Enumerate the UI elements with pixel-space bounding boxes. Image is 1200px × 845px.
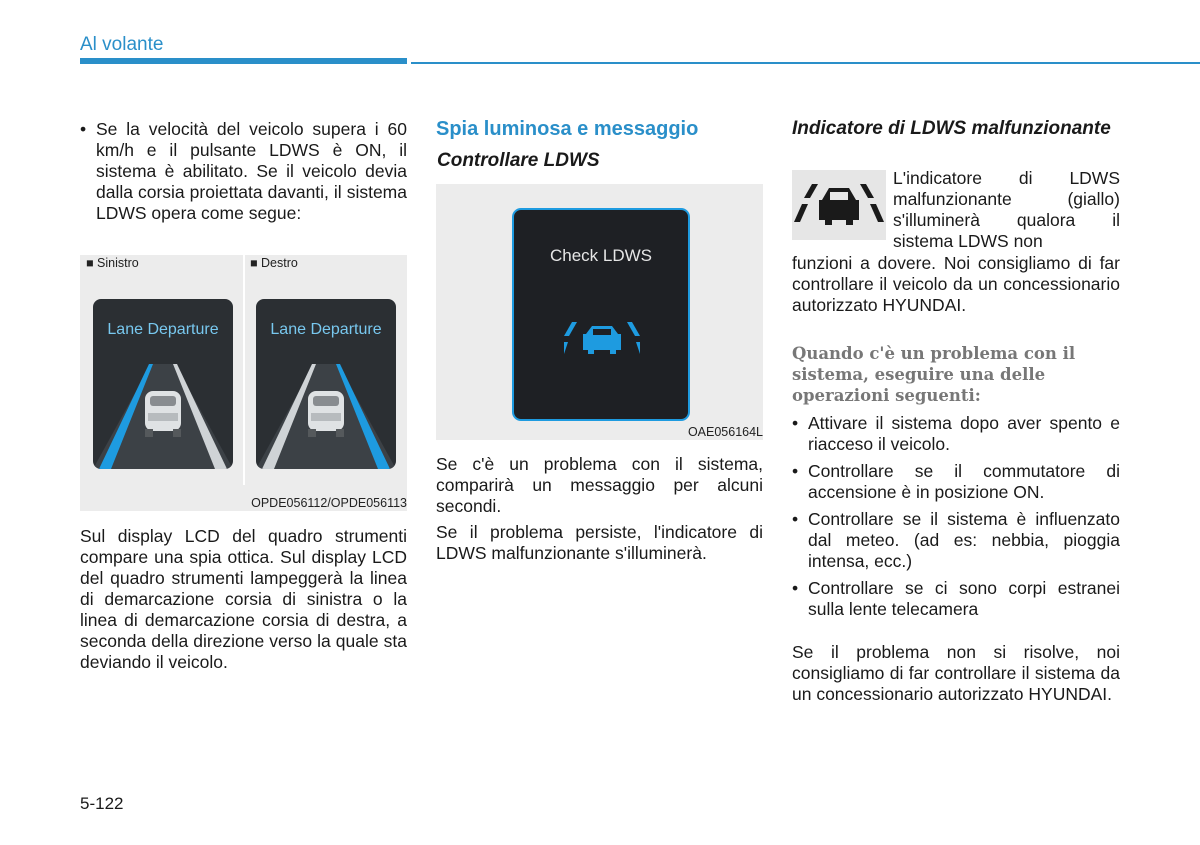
col3-icon-text: L'indicatore di LDWS malfunzionante (giallo) s'illuminerà qualora il sistema LDWS non — [893, 168, 1120, 251]
ldws-lane-car-icon — [564, 320, 640, 360]
screen-left-title: Lane Departure — [107, 321, 219, 338]
check-ldws-figure — [436, 184, 763, 440]
ldws-malfunction-icon-box — [792, 170, 886, 240]
car-icon — [145, 391, 181, 437]
col2-para1: Se c'è un problema con il sistema, comparirà un messaggio per alcuni secondi. — [436, 454, 763, 516]
road-right-graphic — [256, 299, 396, 469]
list-item: • Controllare se il commutatore di accensione è in posizione ON. — [792, 461, 1120, 503]
col3-text-cont: funzioni a dovere. Noi consigliamo di far controllare il veicolo da un concessionario autorizzato HYUNDAI. — [792, 253, 1120, 315]
check-ldws-screen — [512, 208, 690, 421]
car-icon — [308, 391, 344, 437]
ldws-malfunction-icon — [792, 170, 886, 240]
list-item: • Attivare il sistema dopo aver spento e riacceso il veicolo. — [792, 413, 1120, 455]
figure-caption-2: OAE056164L — [687, 425, 763, 439]
label-right: ■ Destro — [250, 256, 298, 270]
header-bar-thick — [80, 58, 407, 64]
label-left: ■ Sinistro — [86, 256, 139, 270]
col3-heading: Indicatore di LDWS malfunzionante — [792, 118, 1111, 139]
screen-right — [256, 299, 396, 469]
header-bar-thin — [411, 62, 1200, 64]
col1-body: Sul display LCD del quadro strumenti compare una spia ottica. Sul display LCD del quadro strumenti lampeggerà la linea di demarcazione corsia di sinistra o la linea di demarcazione corsia di destra, a seconda della direzione verso la quale sta deviando il veicolo. — [80, 526, 407, 672]
list-item: • Controllare se il sistema è influenzato dal meteo. (ad es: nebbia, pioggia intensa, ecc.) — [792, 509, 1120, 572]
col2-heading: Spia luminosa e messaggio — [436, 118, 699, 140]
figure-caption: OPDE056112/OPDE056113 — [251, 496, 407, 510]
list-item: • Controllare se ci sono corpi estranei sulla lente telecamera — [792, 578, 1120, 620]
col1-intro — [80, 119, 407, 224]
col3-closing: Se il problema non si risolve, noi consigliamo di far controllare il sistema da un concessionario autorizzato HYUNDAI. — [792, 642, 1120, 704]
page-number: 5-122 — [80, 794, 124, 813]
col2-subheading: Controllare LDWS — [437, 150, 600, 171]
road-left-graphic — [93, 299, 233, 469]
intro-bullet: • Se la velocità del veicolo supera i 60 km/h e il pulsante LDWS è ON, il sistema è abilitato. Se il veicolo devia dalla corsia proiettata davanti, il sistema LDWS opera come segue: — [80, 119, 407, 224]
check-ldws-text: Check LDWS — [549, 246, 653, 265]
screen-right-title: Lane Departure — [270, 321, 382, 338]
col2-para2: Se il problema persiste, l'indicatore di LDWS malfunzionante s'illuminerà. — [436, 522, 763, 563]
lane-departure-figure — [80, 255, 407, 511]
screen-left — [93, 299, 233, 469]
figure-divider — [243, 255, 245, 485]
section-title: Al volante — [80, 34, 164, 55]
problem-heading: Quando c'è un problema con il sistema, eseguire una delle operazioni seguenti: — [792, 344, 1076, 405]
problem-list — [792, 413, 1120, 620]
